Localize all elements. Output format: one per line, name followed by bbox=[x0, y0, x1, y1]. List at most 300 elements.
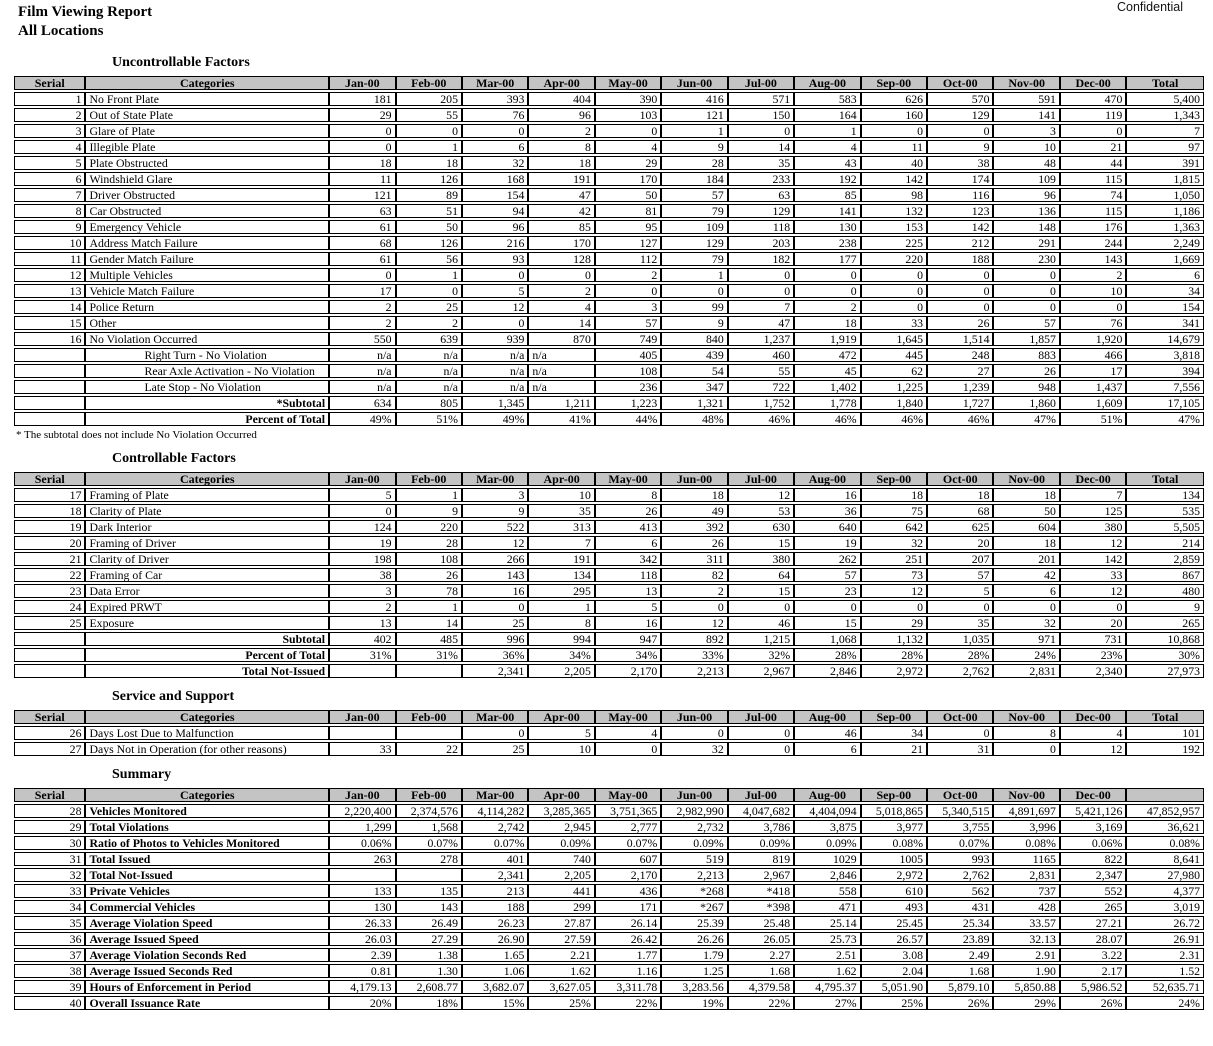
value-cell: 1,345 bbox=[462, 396, 528, 410]
value-cell: 18 bbox=[396, 156, 462, 170]
category-cell: Total Not-Issued bbox=[85, 868, 329, 882]
value-cell: 0 bbox=[396, 284, 462, 298]
value-cell: 134 bbox=[528, 568, 594, 582]
value-cell: 1165 bbox=[993, 852, 1059, 866]
value-cell: 0 bbox=[993, 742, 1059, 756]
value-cell: 205 bbox=[396, 92, 462, 106]
value-cell: 29 bbox=[595, 156, 661, 170]
value-cell: 722 bbox=[728, 380, 794, 394]
value-cell: 460 bbox=[728, 348, 794, 362]
value-cell: 85 bbox=[794, 188, 860, 202]
category-cell: Subtotal bbox=[85, 632, 329, 646]
value-cell: 948 bbox=[993, 380, 1059, 394]
table-row bbox=[14, 284, 1204, 298]
value-cell: 570 bbox=[927, 92, 993, 106]
value-cell: 68 bbox=[927, 504, 993, 518]
column-header: May-00 bbox=[595, 710, 661, 724]
total-cell: 8,641 bbox=[1126, 852, 1204, 866]
value-cell: 198 bbox=[329, 552, 395, 566]
column-header: Aug-00 bbox=[794, 76, 860, 90]
value-cell: 6 bbox=[993, 584, 1059, 598]
value-cell: 0 bbox=[462, 316, 528, 330]
table-row bbox=[14, 948, 1204, 962]
value-cell: 0.06% bbox=[1060, 836, 1126, 850]
value-cell: 236 bbox=[595, 380, 661, 394]
value-cell: 3,755 bbox=[927, 820, 993, 834]
value-cell: 109 bbox=[661, 220, 727, 234]
value-cell: 10 bbox=[528, 742, 594, 756]
table-row bbox=[14, 316, 1204, 330]
value-cell: 35 bbox=[927, 616, 993, 630]
value-cell: 3,311.78 bbox=[595, 980, 661, 994]
total-cell: 97 bbox=[1126, 140, 1204, 154]
value-cell: 123 bbox=[927, 204, 993, 218]
value-cell: 28% bbox=[794, 648, 860, 662]
total-cell: 192 bbox=[1126, 742, 1204, 756]
value-cell: 46 bbox=[728, 616, 794, 630]
value-cell: 552 bbox=[1060, 884, 1126, 898]
value-cell: 142 bbox=[927, 220, 993, 234]
value-cell: 4,047,682 bbox=[728, 804, 794, 818]
serial-cell: 23 bbox=[14, 584, 85, 598]
column-header: Sep-00 bbox=[861, 76, 927, 90]
value-cell: 34% bbox=[595, 648, 661, 662]
value-cell: 1,568 bbox=[396, 820, 462, 834]
column-header: Serial bbox=[14, 472, 85, 486]
value-cell: 1.38 bbox=[396, 948, 462, 962]
value-cell: 1,752 bbox=[728, 396, 794, 410]
value-cell: 10 bbox=[1060, 284, 1126, 298]
table-row bbox=[14, 836, 1204, 850]
value-cell: 125 bbox=[1060, 504, 1126, 518]
serial-cell: 31 bbox=[14, 852, 85, 866]
serial-cell bbox=[14, 364, 85, 378]
value-cell bbox=[396, 664, 462, 678]
value-cell: 604 bbox=[993, 520, 1059, 534]
value-cell: 2,213 bbox=[661, 868, 727, 882]
column-header: Serial bbox=[14, 76, 85, 90]
value-cell: 184 bbox=[661, 172, 727, 186]
table-row bbox=[14, 996, 1204, 1010]
value-cell: 0.09% bbox=[528, 836, 594, 850]
value-cell: 63 bbox=[329, 204, 395, 218]
value-cell: 1,645 bbox=[861, 332, 927, 346]
value-cell: 266 bbox=[462, 552, 528, 566]
value-cell: 26.03 bbox=[329, 932, 395, 946]
value-cell: 10 bbox=[993, 140, 1059, 154]
table-row bbox=[14, 868, 1204, 882]
table-row bbox=[14, 520, 1204, 534]
value-cell: 7 bbox=[728, 300, 794, 314]
value-cell bbox=[329, 868, 395, 882]
category-cell: Average Issued Speed bbox=[85, 932, 329, 946]
value-cell: 0 bbox=[728, 268, 794, 282]
value-cell bbox=[329, 664, 395, 678]
value-cell: 1.68 bbox=[728, 964, 794, 978]
value-cell: 96 bbox=[993, 188, 1059, 202]
value-cell: 26.05 bbox=[728, 932, 794, 946]
serial-cell: 16 bbox=[14, 332, 85, 346]
value-cell: 0.09% bbox=[794, 836, 860, 850]
table-row bbox=[14, 648, 1204, 662]
category-cell: Multiple Vehicles bbox=[85, 268, 329, 282]
value-cell: 4 bbox=[794, 140, 860, 154]
table-row bbox=[14, 488, 1204, 502]
value-cell: 0 bbox=[993, 268, 1059, 282]
value-cell: 141 bbox=[993, 108, 1059, 122]
value-cell: 25 bbox=[396, 300, 462, 314]
value-cell: 607 bbox=[595, 852, 661, 866]
total-cell: 265 bbox=[1126, 616, 1204, 630]
value-cell: 5,421,126 bbox=[1060, 804, 1126, 818]
value-cell: 2,341 bbox=[462, 664, 528, 678]
value-cell: 22% bbox=[595, 996, 661, 1010]
value-cell: 126 bbox=[396, 172, 462, 186]
column-header: Oct-00 bbox=[927, 76, 993, 90]
value-cell: 26.14 bbox=[595, 916, 661, 930]
value-cell: 220 bbox=[396, 520, 462, 534]
category-cell: Average Violation Seconds Red bbox=[85, 948, 329, 962]
value-cell: 56 bbox=[396, 252, 462, 266]
value-cell: 2,982,990 bbox=[661, 804, 727, 818]
value-cell: 2 bbox=[794, 300, 860, 314]
value-cell: 9 bbox=[462, 504, 528, 518]
total-cell: 36,621 bbox=[1126, 820, 1204, 834]
value-cell: 19% bbox=[661, 996, 727, 1010]
value-cell: n/a bbox=[396, 380, 462, 394]
column-header: Aug-00 bbox=[794, 472, 860, 486]
value-cell: 840 bbox=[661, 332, 727, 346]
value-cell: 18 bbox=[329, 156, 395, 170]
value-cell: 0 bbox=[661, 726, 727, 740]
value-cell: 26.90 bbox=[462, 932, 528, 946]
value-cell: 2.91 bbox=[993, 948, 1059, 962]
value-cell: 150 bbox=[728, 108, 794, 122]
value-cell: 9 bbox=[396, 504, 462, 518]
value-cell: 26 bbox=[927, 316, 993, 330]
value-cell: 2.51 bbox=[794, 948, 860, 962]
value-cell: 9 bbox=[661, 140, 727, 154]
value-cell: 4 bbox=[595, 140, 661, 154]
value-cell: 62 bbox=[861, 364, 927, 378]
value-cell: 50 bbox=[993, 504, 1059, 518]
value-cell: 108 bbox=[396, 552, 462, 566]
value-cell: 472 bbox=[794, 348, 860, 362]
category-cell: Overall Issuance Rate bbox=[85, 996, 329, 1010]
value-cell: 1,299 bbox=[329, 820, 395, 834]
table-service-and-support bbox=[14, 708, 1204, 758]
value-cell: 8 bbox=[528, 140, 594, 154]
value-cell: 28.07 bbox=[1060, 932, 1126, 946]
value-cell: 390 bbox=[595, 92, 661, 106]
value-cell: 380 bbox=[1060, 520, 1126, 534]
value-cell: 32.13 bbox=[993, 932, 1059, 946]
value-cell: 16 bbox=[462, 584, 528, 598]
value-cell: 12 bbox=[861, 584, 927, 598]
column-header: Nov-00 bbox=[993, 788, 1059, 802]
category-cell: Emergency Vehicle bbox=[85, 220, 329, 234]
value-cell: 996 bbox=[462, 632, 528, 646]
value-cell: 2 bbox=[329, 300, 395, 314]
total-cell: 394 bbox=[1126, 364, 1204, 378]
table-row bbox=[14, 616, 1204, 630]
value-cell: 1,857 bbox=[993, 332, 1059, 346]
value-cell: 4 bbox=[528, 300, 594, 314]
value-cell: 2,831 bbox=[993, 868, 1059, 882]
total-cell: 134 bbox=[1126, 488, 1204, 502]
value-cell: 299 bbox=[528, 900, 594, 914]
value-cell: 0 bbox=[861, 300, 927, 314]
value-cell: 115 bbox=[1060, 204, 1126, 218]
value-cell: 2,972 bbox=[861, 664, 927, 678]
value-cell: n/a bbox=[462, 348, 528, 362]
total-cell: 480 bbox=[1126, 584, 1204, 598]
value-cell: 883 bbox=[993, 348, 1059, 362]
total-cell: 0.08% bbox=[1126, 836, 1204, 850]
serial-cell: 13 bbox=[14, 284, 85, 298]
category-cell: No Violation Occurred bbox=[85, 332, 329, 346]
value-cell: 18 bbox=[661, 488, 727, 502]
value-cell: 119 bbox=[1060, 108, 1126, 122]
value-cell: 75 bbox=[861, 504, 927, 518]
value-cell: 1,402 bbox=[794, 380, 860, 394]
serial-cell: 3 bbox=[14, 124, 85, 138]
value-cell: 2 bbox=[528, 124, 594, 138]
column-header: Oct-00 bbox=[927, 472, 993, 486]
value-cell: 171 bbox=[595, 900, 661, 914]
value-cell: 12 bbox=[462, 536, 528, 550]
value-cell: 1 bbox=[528, 600, 594, 614]
value-cell: 78 bbox=[396, 584, 462, 598]
value-cell: 26% bbox=[927, 996, 993, 1010]
value-cell: 3,996 bbox=[993, 820, 1059, 834]
value-cell: 2,170 bbox=[595, 868, 661, 882]
value-cell: 1029 bbox=[794, 852, 860, 866]
value-cell: 610 bbox=[861, 884, 927, 898]
value-cell: 51% bbox=[1060, 412, 1126, 426]
value-cell: 50 bbox=[595, 188, 661, 202]
category-cell: Illegible Plate bbox=[85, 140, 329, 154]
column-header: May-00 bbox=[595, 76, 661, 90]
serial-cell: 9 bbox=[14, 220, 85, 234]
value-cell: 130 bbox=[794, 220, 860, 234]
value-cell: 34 bbox=[861, 726, 927, 740]
value-cell: 33 bbox=[1060, 568, 1126, 582]
value-cell: 27% bbox=[794, 996, 860, 1010]
value-cell: 822 bbox=[1060, 852, 1126, 866]
category-cell: Ratio of Photos to Vehicles Monitored bbox=[85, 836, 329, 850]
value-cell: 112 bbox=[595, 252, 661, 266]
value-cell: 1,211 bbox=[528, 396, 594, 410]
value-cell: 96 bbox=[528, 108, 594, 122]
value-cell: 108 bbox=[595, 364, 661, 378]
value-cell: 1,514 bbox=[927, 332, 993, 346]
total-cell: 101 bbox=[1126, 726, 1204, 740]
total-cell: 26.72 bbox=[1126, 916, 1204, 930]
value-cell: 1,215 bbox=[728, 632, 794, 646]
value-cell: 182 bbox=[728, 252, 794, 266]
serial-cell: 20 bbox=[14, 536, 85, 550]
value-cell: 53 bbox=[728, 504, 794, 518]
value-cell: 583 bbox=[794, 92, 860, 106]
value-cell: 591 bbox=[993, 92, 1059, 106]
value-cell: 142 bbox=[1060, 552, 1126, 566]
category-cell: Average Issued Seconds Red bbox=[85, 964, 329, 978]
value-cell: 225 bbox=[861, 236, 927, 250]
serial-cell: 22 bbox=[14, 568, 85, 582]
value-cell: 6 bbox=[595, 536, 661, 550]
value-cell: 85 bbox=[528, 220, 594, 234]
column-header: Dec-00 bbox=[1060, 76, 1126, 90]
value-cell: 23.89 bbox=[927, 932, 993, 946]
total-cell: 6 bbox=[1126, 268, 1204, 282]
table-row bbox=[14, 364, 1204, 378]
value-cell: 431 bbox=[927, 900, 993, 914]
value-cell: 0.07% bbox=[595, 836, 661, 850]
value-cell: 0 bbox=[528, 268, 594, 282]
total-cell: 27,980 bbox=[1126, 868, 1204, 882]
value-cell: 2,945 bbox=[528, 820, 594, 834]
total-cell: 34 bbox=[1126, 284, 1204, 298]
column-header: Jun-00 bbox=[661, 788, 727, 802]
column-header: Nov-00 bbox=[993, 710, 1059, 724]
value-cell: 176 bbox=[1060, 220, 1126, 234]
value-cell: 76 bbox=[1060, 316, 1126, 330]
value-cell: 238 bbox=[794, 236, 860, 250]
value-cell: 36 bbox=[794, 504, 860, 518]
value-cell: 27.21 bbox=[1060, 916, 1126, 930]
table-row bbox=[14, 220, 1204, 234]
table-row bbox=[14, 396, 1204, 410]
value-cell: 3,875 bbox=[794, 820, 860, 834]
value-cell: 170 bbox=[528, 236, 594, 250]
value-cell: 1.62 bbox=[794, 964, 860, 978]
value-cell: 27.59 bbox=[528, 932, 594, 946]
value-cell: 1005 bbox=[861, 852, 927, 866]
total-cell: 17,105 bbox=[1126, 396, 1204, 410]
column-header: Aug-00 bbox=[794, 788, 860, 802]
serial-cell: 35 bbox=[14, 916, 85, 930]
value-cell: 14 bbox=[396, 616, 462, 630]
value-cell: 1,778 bbox=[794, 396, 860, 410]
value-cell: 445 bbox=[861, 348, 927, 362]
value-cell: 1.79 bbox=[661, 948, 727, 962]
value-cell: 57 bbox=[661, 188, 727, 202]
value-cell: 10 bbox=[528, 488, 594, 502]
value-cell: n/a bbox=[528, 380, 594, 394]
value-cell: 311 bbox=[661, 552, 727, 566]
serial-cell: 1 bbox=[14, 92, 85, 106]
value-cell: 25% bbox=[528, 996, 594, 1010]
value-cell: 103 bbox=[595, 108, 661, 122]
value-cell: 1.90 bbox=[993, 964, 1059, 978]
table-row bbox=[14, 108, 1204, 122]
value-cell: 25.45 bbox=[861, 916, 927, 930]
value-cell: n/a bbox=[528, 364, 594, 378]
value-cell: 0 bbox=[1060, 600, 1126, 614]
column-header: Sep-00 bbox=[861, 788, 927, 802]
value-cell: 55 bbox=[728, 364, 794, 378]
value-cell: 27.29 bbox=[396, 932, 462, 946]
table-controllable-factors bbox=[14, 470, 1204, 680]
value-cell: 36% bbox=[462, 648, 528, 662]
value-cell: 2,777 bbox=[595, 820, 661, 834]
value-cell: 32% bbox=[728, 648, 794, 662]
value-cell: 18% bbox=[396, 996, 462, 1010]
category-cell: Glare of Plate bbox=[85, 124, 329, 138]
value-cell: 3,751,365 bbox=[595, 804, 661, 818]
category-cell: Rear Axle Activation - No Violation bbox=[85, 364, 329, 378]
value-cell: 2 bbox=[528, 284, 594, 298]
column-header: Serial bbox=[14, 710, 85, 724]
serial-cell: 17 bbox=[14, 488, 85, 502]
value-cell: 2,967 bbox=[728, 664, 794, 678]
value-cell: 89 bbox=[396, 188, 462, 202]
serial-cell: 8 bbox=[14, 204, 85, 218]
column-header: Apr-00 bbox=[528, 788, 594, 802]
total-cell: 867 bbox=[1126, 568, 1204, 582]
total-cell: 52,635.71 bbox=[1126, 980, 1204, 994]
category-cell: Gender Match Failure bbox=[85, 252, 329, 266]
value-cell: 251 bbox=[861, 552, 927, 566]
value-cell: 33 bbox=[329, 742, 395, 756]
value-cell: 0.06% bbox=[329, 836, 395, 850]
serial-cell: 28 bbox=[14, 804, 85, 818]
table-row bbox=[14, 504, 1204, 518]
value-cell: 436 bbox=[595, 884, 661, 898]
total-cell: 1,343 bbox=[1126, 108, 1204, 122]
value-cell: 124 bbox=[329, 520, 395, 534]
value-cell: 27.87 bbox=[528, 916, 594, 930]
value-cell: 0 bbox=[927, 268, 993, 282]
section-title-controllable-factors: Controllable Factors bbox=[112, 451, 236, 466]
value-cell: 20 bbox=[1060, 616, 1126, 630]
value-cell: 126 bbox=[396, 236, 462, 250]
value-cell: 31% bbox=[329, 648, 395, 662]
value-cell: 571 bbox=[728, 92, 794, 106]
total-cell: 391 bbox=[1126, 156, 1204, 170]
table-row bbox=[14, 900, 1204, 914]
value-cell: 493 bbox=[861, 900, 927, 914]
value-cell: 0 bbox=[728, 600, 794, 614]
section-title-summary: Summary bbox=[112, 767, 172, 782]
value-cell: 25.34 bbox=[927, 916, 993, 930]
category-cell: Framing of Car bbox=[85, 568, 329, 582]
value-cell: 11 bbox=[329, 172, 395, 186]
value-cell: 471 bbox=[794, 900, 860, 914]
table-row bbox=[14, 268, 1204, 282]
value-cell: 562 bbox=[927, 884, 993, 898]
value-cell: 2,340 bbox=[1060, 664, 1126, 678]
value-cell: 99 bbox=[661, 300, 727, 314]
value-cell: 0 bbox=[462, 600, 528, 614]
category-cell: Car Obstructed bbox=[85, 204, 329, 218]
value-cell: 22% bbox=[728, 996, 794, 1010]
column-header: Dec-00 bbox=[1060, 472, 1126, 486]
value-cell: 5,850.88 bbox=[993, 980, 1059, 994]
category-cell: Percent of Total bbox=[85, 412, 329, 426]
value-cell: 98 bbox=[861, 188, 927, 202]
column-header: Apr-00 bbox=[528, 76, 594, 90]
value-cell: 0 bbox=[595, 742, 661, 756]
value-cell: 49 bbox=[661, 504, 727, 518]
category-cell: Other bbox=[85, 316, 329, 330]
value-cell: 18 bbox=[993, 536, 1059, 550]
value-cell: 46% bbox=[861, 412, 927, 426]
value-cell: 32 bbox=[861, 536, 927, 550]
serial-cell: 18 bbox=[14, 504, 85, 518]
table-row bbox=[14, 252, 1204, 266]
